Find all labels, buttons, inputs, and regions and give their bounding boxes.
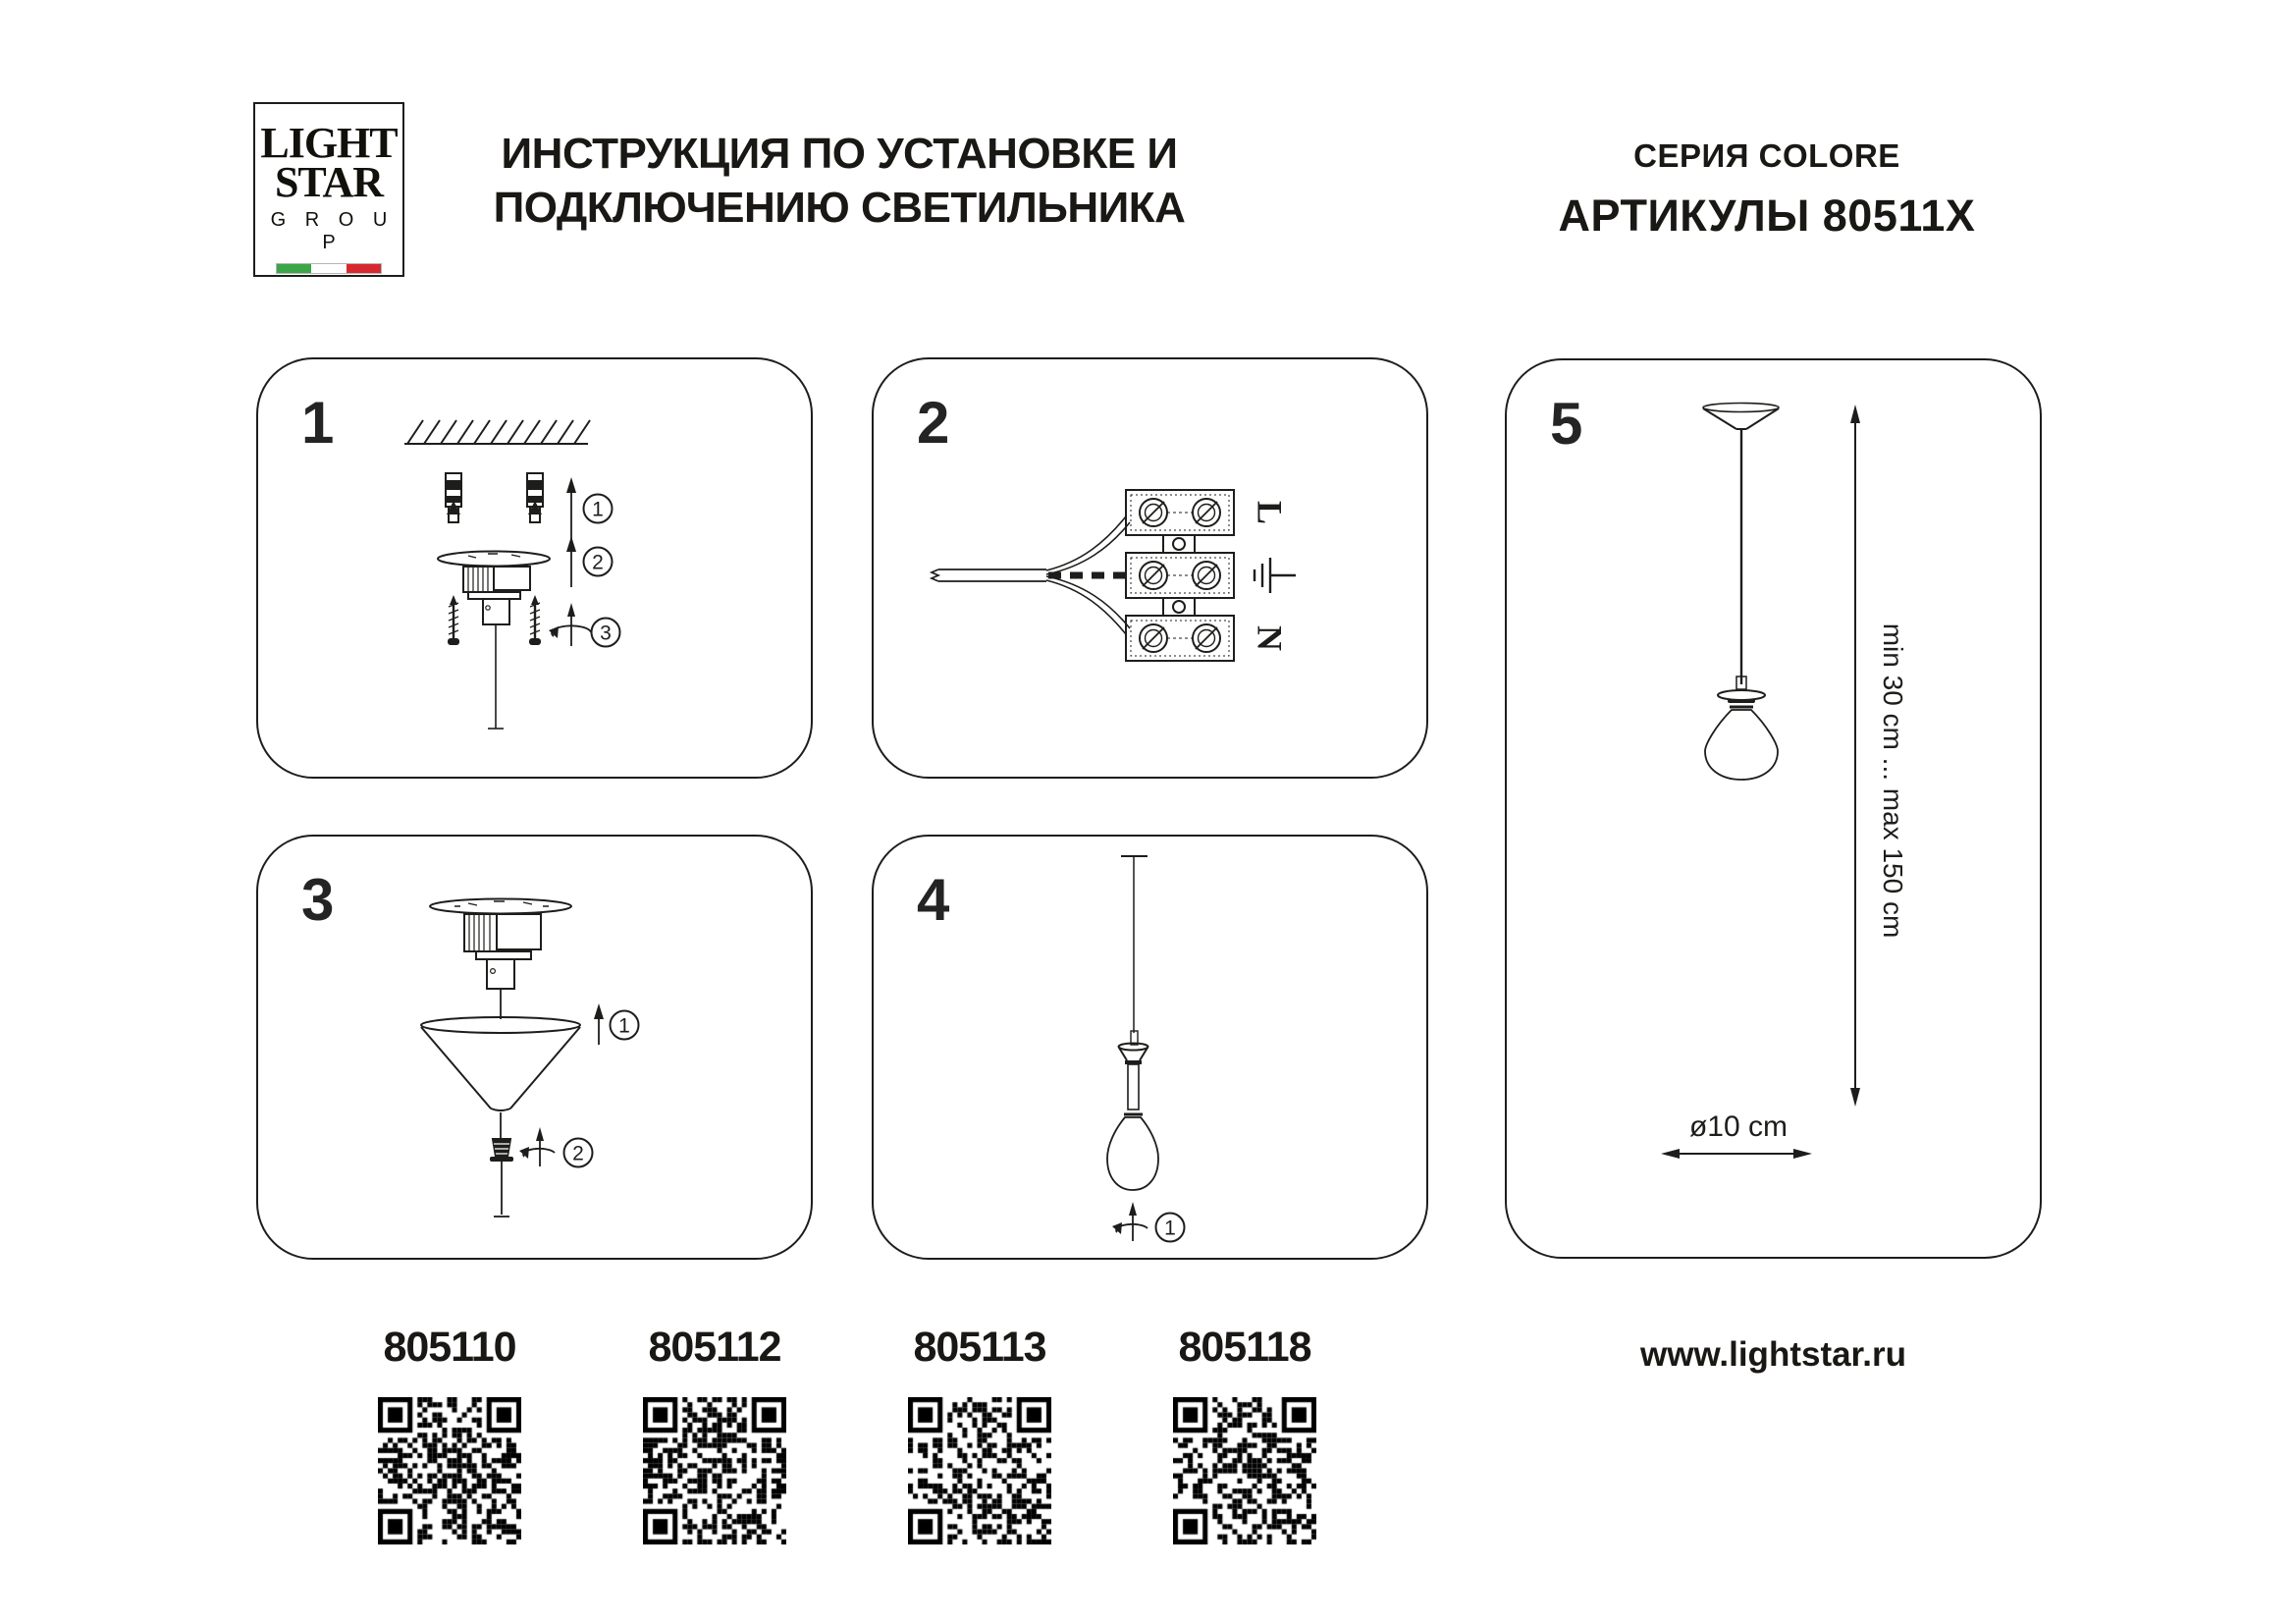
up-arrow-icon — [566, 536, 576, 587]
step-number-5: 5 — [1550, 391, 1583, 457]
terminal-screw — [1193, 562, 1220, 589]
shade-holder-cone — [1119, 1044, 1148, 1110]
title-line-2: ПОДКЛЮЧЕНИЮ СВЕТИЛЬНИКА — [493, 183, 1186, 232]
annotation-1: 1 — [1164, 1217, 1176, 1240]
series-label: СЕРИЯ COLORE — [1633, 137, 1900, 174]
flag-green-stripe — [277, 264, 311, 273]
ceiling-mount-diagram — [430, 899, 571, 1020]
pendant-lamp-dimensions — [1507, 360, 2039, 1256]
wall-plug-icon — [527, 473, 543, 522]
terminal-screw — [1140, 562, 1167, 589]
logo-star-text: STAR — [274, 158, 384, 207]
article-number: 805112 — [648, 1324, 781, 1371]
logo-group-text: G R O U P — [270, 208, 395, 253]
annotation-2: 2 — [592, 551, 604, 574]
earth-ground-icon — [1255, 558, 1296, 593]
article-number: 805118 — [1178, 1324, 1311, 1371]
rotate-arrow-icon — [549, 603, 591, 646]
step-panel-3 — [256, 835, 813, 1260]
step-panel-1 — [256, 357, 813, 779]
qr-code — [1173, 1397, 1316, 1544]
mains-cable — [932, 569, 1046, 581]
lightstar-logo — [253, 102, 404, 277]
website-url: www.lightstar.ru — [1640, 1335, 1906, 1374]
ceiling-hatch-icon — [404, 420, 590, 444]
cord-grip-nut — [490, 1139, 513, 1217]
annotation-3: 3 — [600, 622, 612, 645]
step-1-diagram — [258, 359, 810, 776]
qr-code — [643, 1397, 786, 1544]
screw-icon — [529, 595, 541, 645]
wall-plug-icon — [446, 473, 461, 522]
annotation-1: 1 — [618, 1014, 630, 1038]
dimension-label-vertical: min 30 cm ... max 150 cm — [1878, 623, 1908, 939]
articles-label: АРТИКУЛЫ 80511X — [1558, 190, 1976, 241]
title-line-1: ИНСТРУКЦИЯ ПО УСТАНОВКЕ И — [501, 130, 1178, 178]
cone-shade-diagram — [421, 1017, 580, 1139]
italy-flag-icon — [276, 263, 382, 274]
glass-drop-shade — [1107, 1114, 1158, 1190]
annotation-2: 2 — [572, 1142, 584, 1165]
wiring-diagram — [874, 359, 1425, 776]
flag-red-stripe — [347, 264, 381, 273]
terminal-screw — [1193, 624, 1220, 652]
step-number-2: 2 — [917, 390, 950, 456]
rotate-arrow-icon — [1112, 1202, 1148, 1241]
up-arrow-icon — [594, 1003, 604, 1045]
qr-code — [908, 1397, 1051, 1544]
terminal-screw — [1140, 499, 1167, 526]
step-panel-4 — [872, 835, 1428, 1260]
article-column — [1137, 1324, 1353, 1544]
terminal-label-neutral: N — [1250, 625, 1290, 651]
shade-mount-diagram — [874, 837, 1425, 1257]
diameter-arrow — [1661, 1149, 1812, 1159]
suspension-cord — [1121, 856, 1148, 1045]
wire-live — [1046, 516, 1130, 574]
article-column — [607, 1324, 823, 1544]
terminal-screw — [1140, 624, 1167, 652]
terminal-block-diagram — [1126, 490, 1234, 661]
step-panel-2 — [872, 357, 1428, 779]
up-arrow-icon — [566, 477, 576, 540]
wire-neutral — [1046, 576, 1130, 634]
diameter-label: ø10 cm — [1688, 1110, 1789, 1143]
step-3-diagram — [258, 837, 810, 1257]
article-column — [342, 1324, 558, 1544]
logo-light-text: LIGHT — [260, 119, 398, 167]
qr-code — [378, 1397, 521, 1544]
annotation-1: 1 — [592, 498, 604, 521]
series-block — [1482, 137, 2052, 242]
terminal-label-live: L — [1250, 500, 1290, 525]
article-number: 805113 — [913, 1324, 1046, 1371]
terminal-screw — [1193, 499, 1220, 526]
article-number: 805110 — [383, 1324, 516, 1371]
step-number-3: 3 — [301, 867, 335, 933]
article-column — [872, 1324, 1088, 1544]
flag-white-stripe — [311, 264, 346, 273]
step-panel-5 — [1505, 358, 2042, 1259]
page-title — [422, 128, 1256, 235]
step-number-1: 1 — [301, 390, 335, 456]
rotate-arrow-icon — [519, 1127, 555, 1166]
pendant-lamp-diagram — [1703, 404, 1779, 781]
step-number-4: 4 — [917, 867, 950, 933]
dimension-arrow-vertical — [1850, 405, 1860, 1107]
screw-icon — [448, 595, 459, 645]
